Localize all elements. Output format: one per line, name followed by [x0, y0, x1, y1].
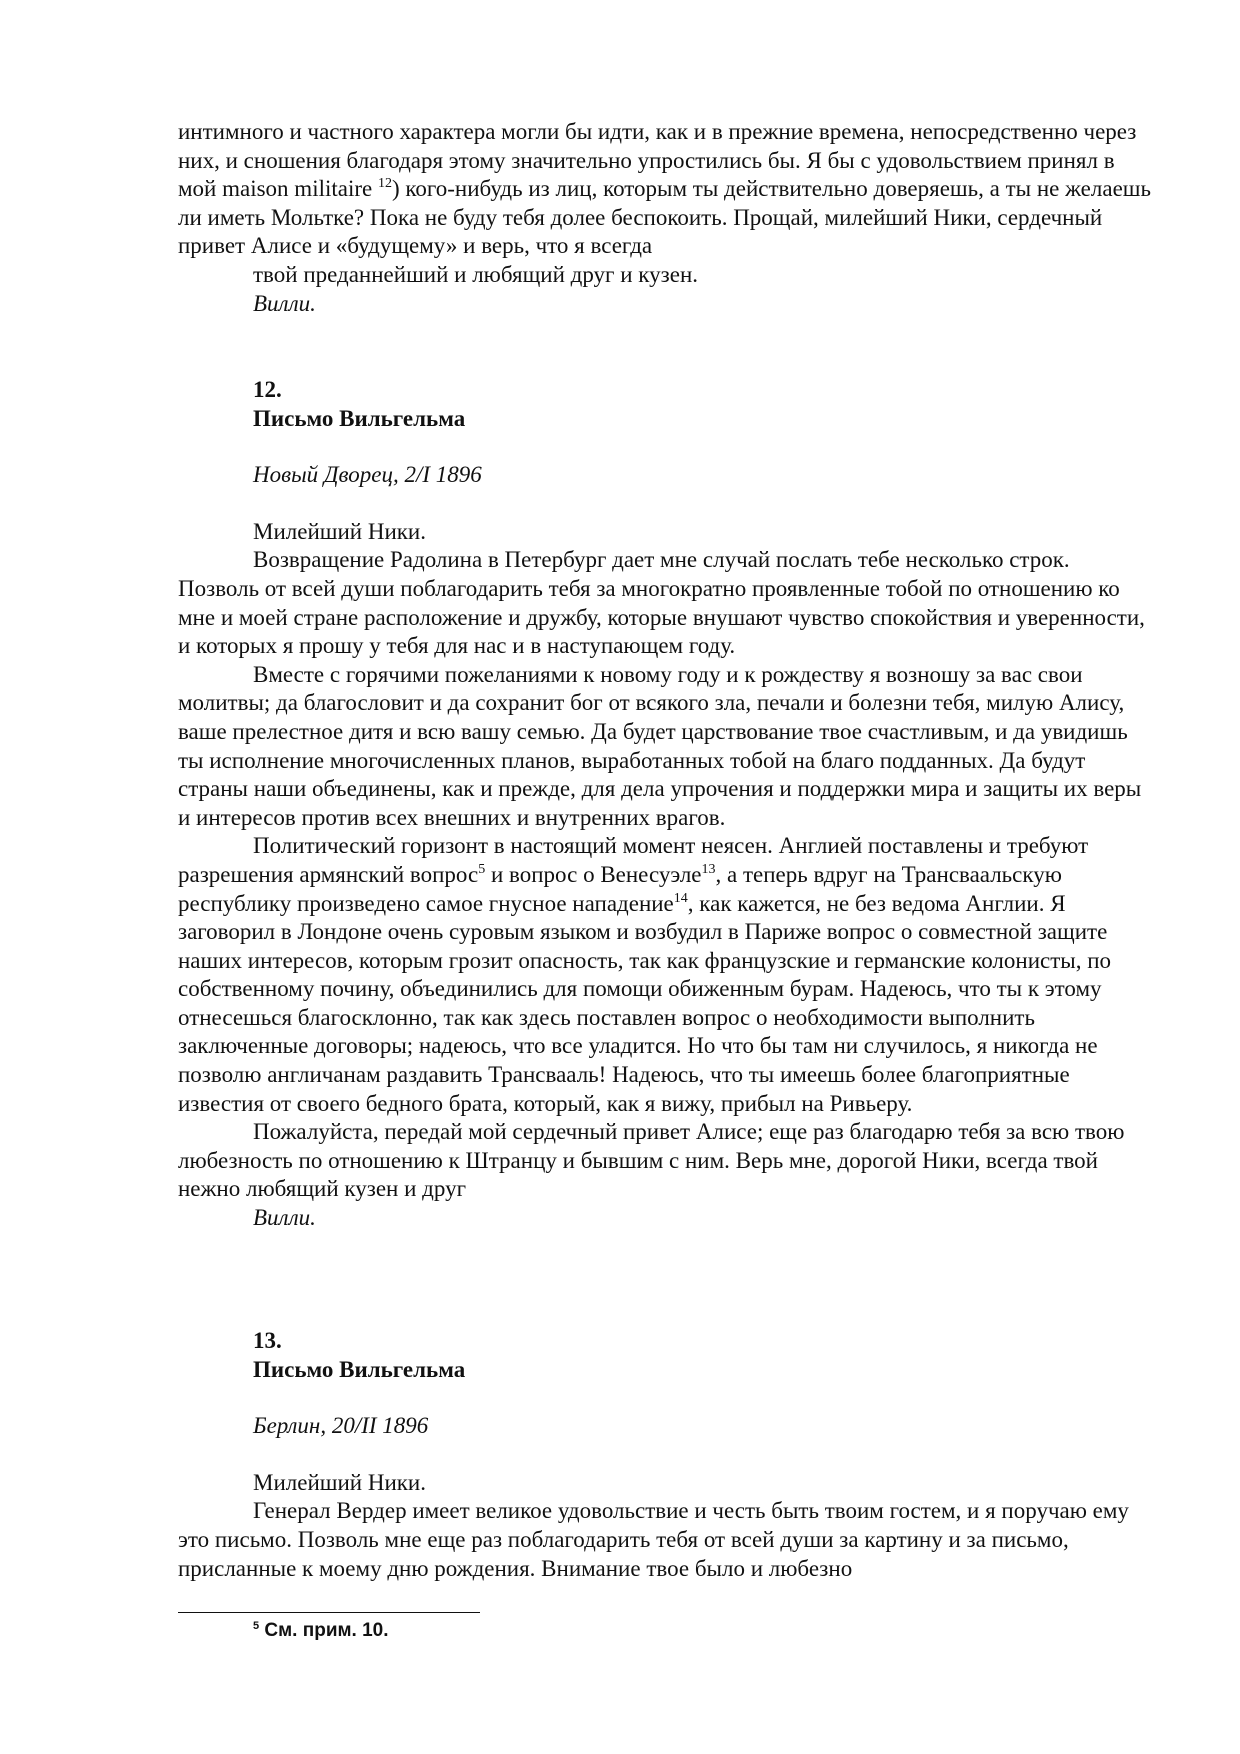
footnote-separator: [178, 1612, 480, 1613]
letter-title: Письмо Вильгельма: [253, 405, 466, 431]
letter-number: 12.: [253, 377, 282, 402]
letter-number: 13.: [253, 1328, 282, 1353]
continued-letter: [178, 118, 1153, 318]
salutation: Милейший Ники.: [253, 1469, 426, 1495]
footnote-text: См. прим. 10.: [259, 1620, 389, 1641]
salutation: Милейший Ники.: [253, 518, 426, 544]
endnote-ref-12[interactable]: 12: [377, 176, 392, 192]
paragraph: Политический горизонт в настоящий момент неясен. Англией поставлены и требуют разрешения армянский вопрос$^5$ и вопрос о Венесуэле$^{13}$, а теперь вдруг на Трансваальскую республику произведено самое гнусное нападение$^{14}$, как кажется, не без ведома Англии. Я заговорил в Лондоне очень суровым языком и возбудил в Париже вопрос о совместной защите наших интересов, которым грозит опасность, так как французские и германские колонисты, по собственному почину, объединились для помощи обиженным бурам. Надеюсь, что ты к этому отнесешься благосклонно, так как здесь поставлен вопрос о необходимости выполнить заключенные договоры; надеюсь, что все уладится. Но что бы там ни случилось, я никогда не позволю англичанам раздавить Трансвааль! Надеюсь, что ты имеешь более благоприятные известия от своего бедного брата, который, как я вижу, прибыл на Ривьеру.: [178, 833, 1112, 1116]
paragraph: Генерал Вердер имеет великое удовольствие и честь быть твоим гостем, и я поручаю ему это письмо. Позволь мне еще раз поблагодарить тебя от всей души за картину и за письмо, присланные к моему дню рождения. Внимание твое было и любезно: [178, 1498, 1129, 1581]
signature: Вилли.: [253, 290, 316, 316]
place-date: Берлин, 20/II 1896: [253, 1413, 429, 1439]
endnote-ref-14[interactable]: 14: [673, 890, 688, 906]
closing-line: твой преданнейший и любящий друг и кузен.: [253, 261, 698, 287]
paragraph: Вместе с горячими пожеланиями к новому году и к рождеству я возношу за вас свои молитвы; да благословит и да сохранит бог от всякого зла, печали и болезни тебя, милую Алису, ваше прелестное дитя и всю вашу семью. Да будет царствование твое счастливым, и да увидишь ты исполнение многочисленных планов, выработанных тобой на благо подданных. Да будут страны наши объединены, как и прежде, для дела упрочения и поддержки мира и защиты их веры и интересов против всех внешних и внутренних врагов.: [178, 661, 1142, 830]
letter-12: [178, 376, 1153, 1233]
footnote: [253, 1619, 389, 1643]
signature: Вилли.: [253, 1205, 316, 1231]
continued-paragraph: интимного и частного характера могли бы идти, как и в прежние времена, непосредственно через них, и сношения благодаря этому значительно упростились бы. Я бы с удовольствием принял в мой maison militaire $^{12}$) кого-нибудь из лиц, которым ты действительно доверяешь, а ты не желаешь ли иметь Мольтке? Пока не буду тебя долее беспокоить. Прощай, милейший Ники, сердечный привет Алисе и «будущему» и верь, что я всегда: [178, 119, 1151, 259]
endnote-ref-5[interactable]: 5: [478, 861, 486, 877]
footnote-mark: 5: [253, 1620, 260, 1632]
endnote-ref-13[interactable]: 13: [701, 861, 716, 877]
letter-13: [178, 1327, 1153, 1583]
place-date: Новый Дворец, 2/I 1896: [253, 462, 482, 488]
paragraph: Возвращение Радолина в Петербург дает мне случай послать тебе несколько строк. Позволь от всей души поблагодарить тебя за многократно проявленные тобой по отношению ко мне и моей стране расположение и дружбу, которые внушают чувство спокойствия и уверенности, и которых я прошу у тебя для нас и в наступающем году.: [178, 547, 1145, 659]
paragraph: Пожалуйста, передай мой сердечный привет Алисе; еще раз благодарю тебя за всю твою любезность по отношению к Штранцу и бывшим с ним. Верь мне, дорогой Ники, всегда твой нежно любящий кузен и друг: [178, 1119, 1125, 1202]
letter-title: Письмо Вильгельма: [253, 1356, 466, 1382]
